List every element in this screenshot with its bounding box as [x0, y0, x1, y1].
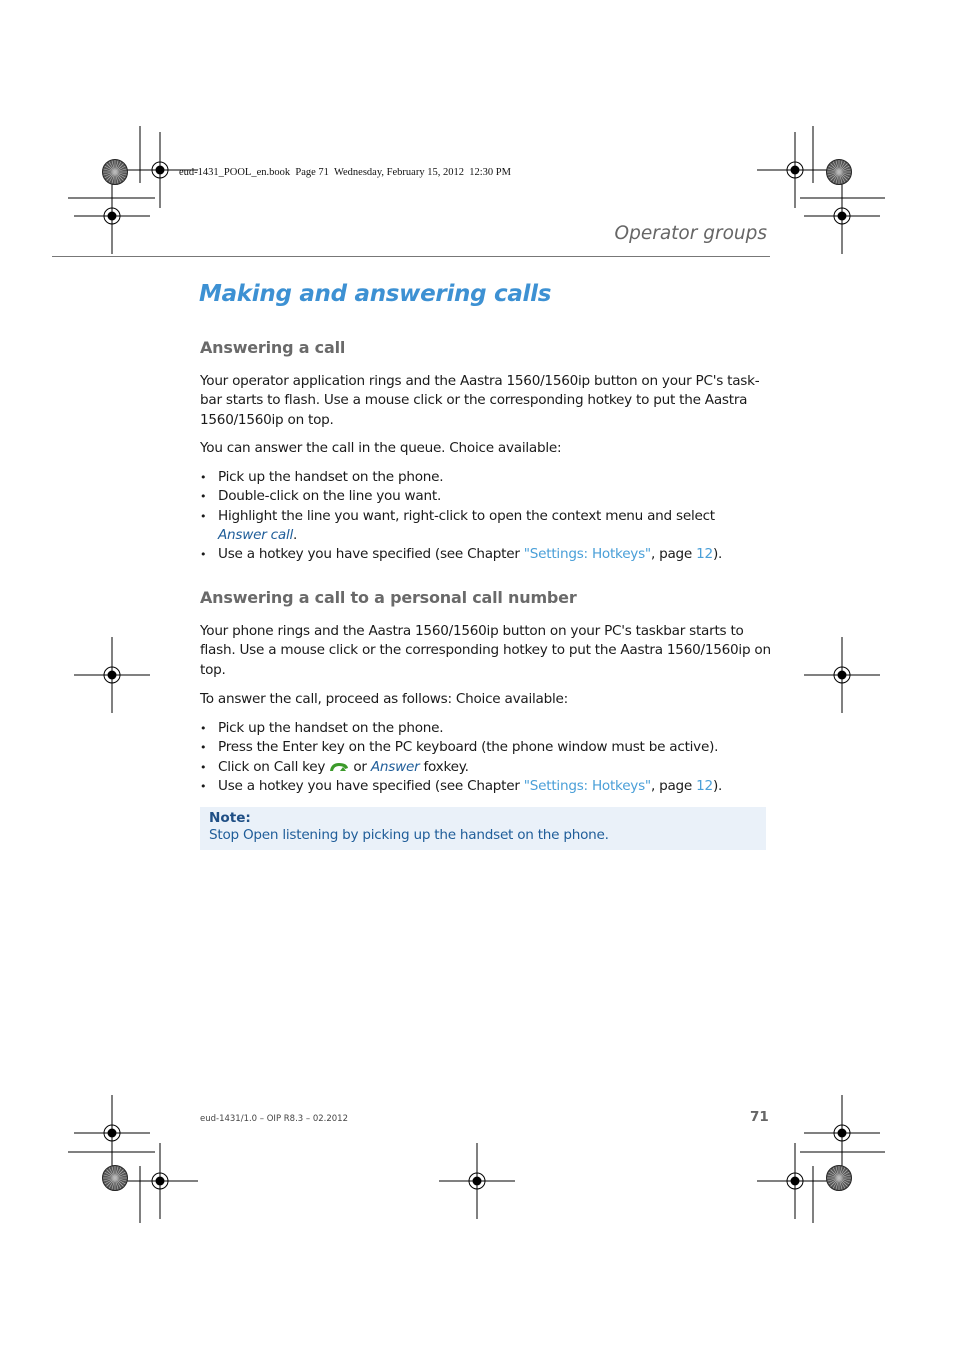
- list-item: [200, 545, 772, 564]
- green-handset-icon: [329, 760, 349, 772]
- list-item: • Double-click on the line you want.: [200, 487, 772, 506]
- footer-doc-id: eud-1431/1.0 – OIP R8.3 – 02.2012: [200, 1114, 348, 1124]
- list-text: Use a hotkey you have specified (see Chapter: [218, 546, 524, 563]
- crosshair-icon: [838, 1129, 847, 1138]
- paragraph: You can answer the call in the queue. Choice available:: [200, 440, 562, 456]
- note-label: Note:: [209, 810, 251, 826]
- list-text: Highlight the line you want, right-click to open the context menu and select: [218, 507, 715, 524]
- list-item: [200, 507, 772, 546]
- foxkey-reference: Answer: [370, 758, 420, 775]
- list-item: • Pick up the handset on the phone.: [200, 468, 772, 487]
- crosshair-icon: [838, 671, 847, 680]
- crosshair-icon: [108, 212, 117, 221]
- crosshair-icon: [108, 671, 117, 680]
- crosshair-icon: [838, 212, 847, 221]
- crosshair-icon: [108, 1129, 117, 1138]
- chapter-link[interactable]: "Settings: Hotkeys": [523, 777, 651, 794]
- list-item: [200, 758, 772, 777]
- list-text: , page: [650, 777, 697, 794]
- crosshair-icon: [156, 1177, 165, 1186]
- crosshair-icon: [156, 166, 165, 175]
- section-heading-personal-number: Answering a call to a personal call number: [200, 588, 577, 607]
- list-text: ).: [712, 777, 723, 794]
- list-text: ).: [712, 546, 723, 563]
- paragraph: Your operator application rings and the Aastra 1560/1560ip button on your PC's task-bar starts to flash. Use a mouse click or the corresponding hotkey to put the Aastra 1560/1560ip on top.: [200, 373, 760, 428]
- list-text: .: [293, 526, 298, 543]
- list-text: Click on Call key: [218, 758, 330, 775]
- list-text: , page: [650, 546, 697, 563]
- list-text: foxkey.: [419, 758, 469, 775]
- menu-reference: Answer call: [218, 526, 293, 543]
- page-link[interactable]: 12: [696, 546, 713, 563]
- list-item: • Pick up the handset on the phone.: [200, 719, 772, 738]
- print-header: eud-1431_POOL_en.book Page 71 Wednesday, February 15, 2012 12:30 PM: [179, 167, 511, 178]
- page-title: Making and answering calls: [199, 281, 552, 307]
- page-link[interactable]: 12: [696, 777, 713, 794]
- crosshair-icon: [791, 166, 800, 175]
- crosshair-icon: [791, 1177, 800, 1186]
- list-item: [200, 777, 772, 796]
- section-heading-answering-call: Answering a call: [200, 338, 346, 357]
- paragraph: Your phone rings and the Aastra 1560/1560ip button on your PC's taskbar starts to flash. Use a mouse click or the corresponding hotkey to put the Aastra 1560/1560ip on top.: [200, 623, 771, 678]
- list-text: Use a hotkey you have specified (see Chapter: [218, 777, 524, 794]
- note-text: Stop Open listening by picking up the handset on the phone.: [209, 827, 609, 843]
- note-box: [200, 807, 766, 850]
- bullet-list: [200, 468, 772, 564]
- list-text: or: [349, 758, 371, 775]
- crosshair-icon: [473, 1177, 482, 1186]
- bullet-list: [200, 719, 772, 796]
- list-item: • Press the Enter key on the PC keyboard (the phone window must be active).: [200, 738, 772, 757]
- paragraph: To answer the call, proceed as follows: Choice available:: [200, 691, 568, 707]
- chapter-link[interactable]: "Settings: Hotkeys": [523, 546, 651, 563]
- header-divider: [52, 256, 770, 257]
- page-number: 71: [750, 1109, 769, 1125]
- running-header: Operator groups: [614, 223, 767, 244]
